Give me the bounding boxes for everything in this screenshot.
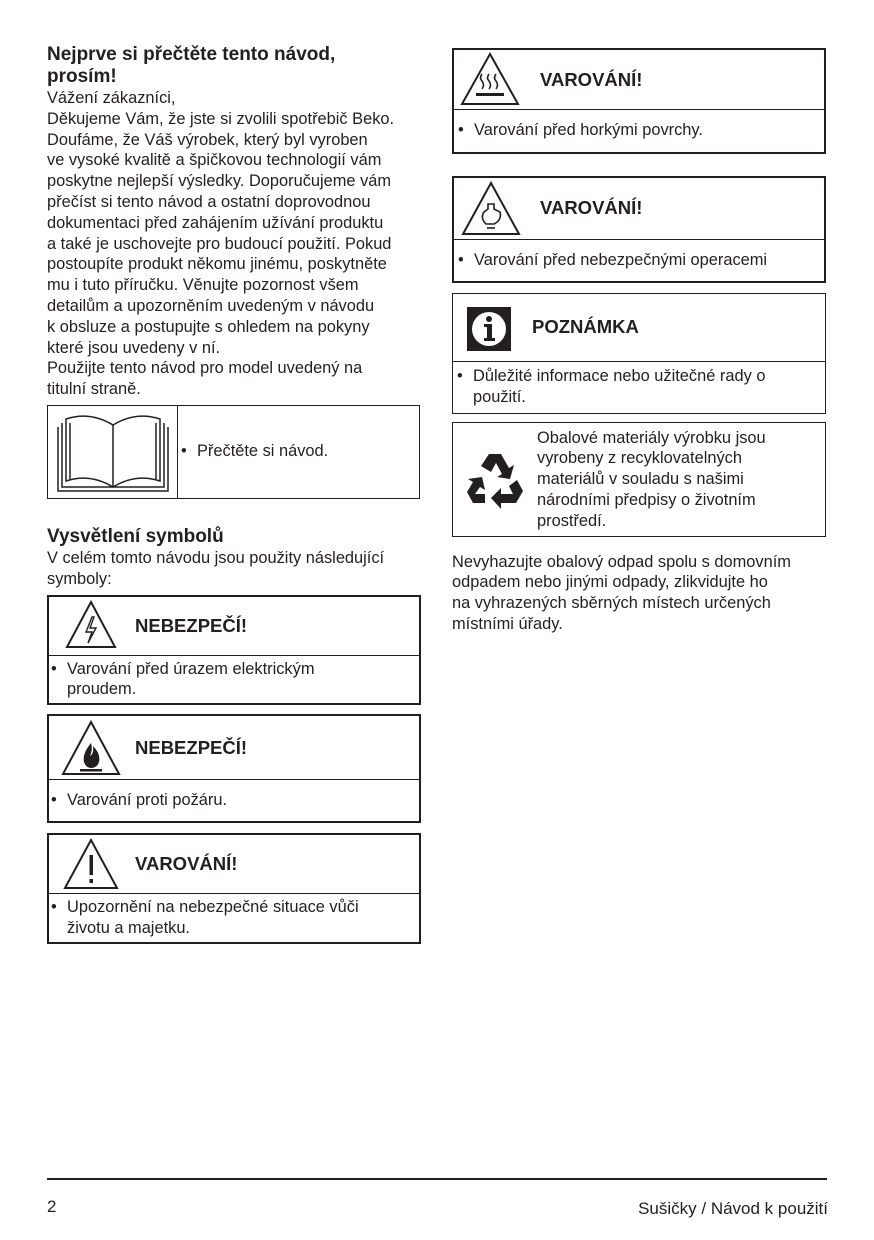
read-manual-icon-cell <box>48 406 178 498</box>
intro-heading: Nejprve si přečtěte tento návod, prosím! <box>47 44 336 87</box>
note-box: POZNÁMKA • Důležité informace nebo užitečné rady o použití. <box>452 293 826 414</box>
info-icon <box>453 294 529 361</box>
warning-operation-box: VAROVÁNÍ! • Varování před nebezpečnými operacemi <box>452 176 826 283</box>
warning-hot-header: VAROVÁNÍ! <box>454 50 824 110</box>
bullet: • <box>181 442 187 461</box>
symbols-intro: V celém tomto návodu jsou použity následující symboly: <box>47 548 385 588</box>
right-column <box>452 48 826 635</box>
left-column <box>47 44 421 944</box>
page-number: 2 <box>47 1197 57 1216</box>
recycle-box <box>452 422 826 537</box>
electric-shock-icon <box>49 597 133 655</box>
danger-fire-header: NEBEZPEČÍ! <box>49 716 419 780</box>
warning-operation-header: VAROVÁNÍ! <box>454 178 824 240</box>
danger-electric-box: NEBEZPEČÍ! • Varování před úrazem elektrickým proudem. <box>47 595 421 706</box>
warning-general-header: VAROVÁNÍ! <box>49 835 419 894</box>
fire-icon <box>49 716 133 779</box>
intro-text: Vážení zákazníci, Děkujeme Vám, že jste si zvolili spotřebič Beko. Doufáme, že Váš výrobek, který byl vyroben ve vysoké kvalitě a špičkovou technologií vám poskytne nejlepší výsledky. Doporučujeme vám přečíst si tento návod a ostatní doprovodnou dokumentaci před zahájením užívání produktu a také je uschovejte pro budoucí použití. Pokud postoupíte produkt někomu jinému, poskytněte mu i tuto příručku. Věnujte pozornost všem detailům a upozorněním uvedeným v návodu k obsluze a postupujte s ohledem na pokyny které jsou uvedeny v ní. Použijte tento návod pro model uvedený na titulní straně. <box>47 89 395 399</box>
read-manual-cell: • Přečtěte si návod. <box>181 442 329 461</box>
footer-title: Sušičky / Návod k použití <box>638 1199 828 1218</box>
danger-fire-box: NEBEZPEČÍ! • Varování proti požáru. <box>47 714 421 823</box>
read-manual-table <box>47 405 420 499</box>
footer-divider <box>47 1178 827 1180</box>
disposal-text: Nevyhazujte obalový odpad spolu s domovním odpadem nebo jinými odpady, zlikvidujte ho na vyhrazených sběrných místech určených místními úřady. <box>452 552 791 633</box>
recycle-icon <box>463 448 527 510</box>
recycle-text: Obalové materiály výrobku jsou vyrobeny z recyklovatelných materiálů v souladu s našimi národními předpisy o životním prostředí. <box>537 428 766 530</box>
book-icon <box>54 411 172 493</box>
hot-surface-icon <box>454 50 538 109</box>
hazardous-operation-icon <box>454 178 538 239</box>
note-header: POZNÁMKA <box>453 294 825 362</box>
symbols-heading: Vysvětlení symbolů <box>47 525 224 547</box>
exclamation-icon <box>49 835 133 893</box>
warning-hot-box: VAROVÁNÍ! • Varování před horkými povrchy. <box>452 48 826 154</box>
danger-electric-header: NEBEZPEČÍ! <box>49 597 419 656</box>
warning-general-box: VAROVÁNÍ! • Upozornění na nebezpečné situace vůči životu a majetku. <box>47 833 421 944</box>
